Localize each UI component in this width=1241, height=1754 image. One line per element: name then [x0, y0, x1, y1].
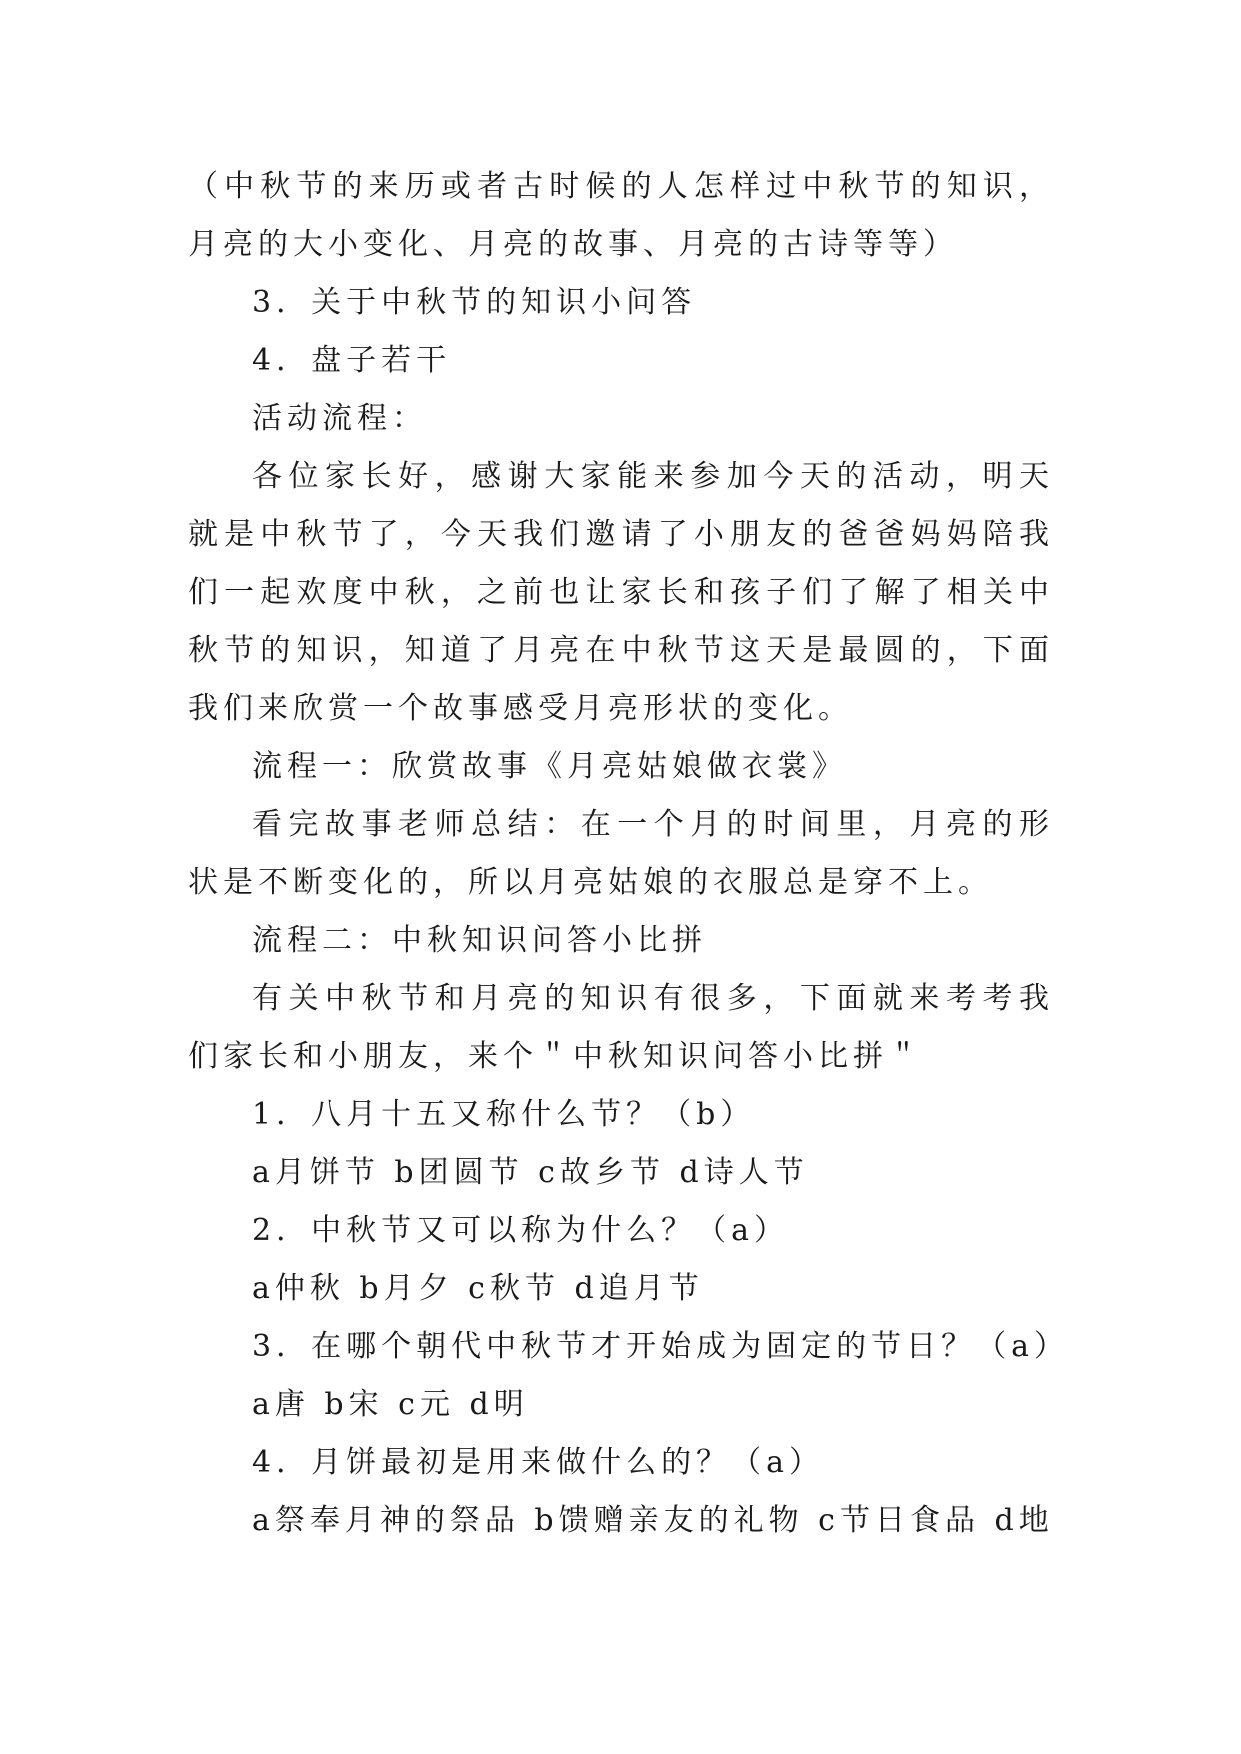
paragraph-heading-process: 活动流程：	[252, 401, 427, 436]
paragraph-quiz-intro: 有关中秋节和月亮的知识有很多，下面就来考考我们家长和小朋友，来个＂中秋知识问答小比拼＂	[188, 981, 1054, 1074]
paragraph-step-one: 流程一：欣赏故事《月亮姑娘做衣裳》	[252, 749, 847, 784]
paragraph-question-1: 1．八月十五又称什么节？（b）	[252, 1097, 756, 1132]
paragraph-material-3: 3．关于中秋节的知识小问答	[252, 285, 697, 320]
paragraph-question-4: 4．月饼最初是用来做什么的？（a）	[252, 1445, 824, 1480]
paragraph-question-2: 2．中秋节又可以称为什么？（a）	[252, 1213, 789, 1248]
paragraph-material-4: 4．盘子若干	[252, 343, 452, 378]
document-page	[188, 158, 1069, 1550]
paragraph-intro-note: （中秋节的来历或者古时候的人怎样过中秋节的知识，月亮的大小变化、月亮的故事、月亮的古诗等等）	[188, 169, 1054, 262]
paragraph-options-3: a唐 b宋 c元 d明	[252, 1387, 529, 1422]
paragraph-question-3: 3．在哪个朝代中秋节才开始成为固定的节日？（a）	[252, 1329, 1069, 1364]
paragraph-opening-speech: 各位家长好，感谢大家能来参加今天的活动，明天就是中秋节了，今天我们邀请了小朋友的爸爸妈妈陪我们一起欢度中秋，之前也让家长和孩子们了解了相关中秋节的知识，知道了月亮在中秋节这天是最圆的，下面我们来欣赏一个故事感受月亮形状的变化。	[188, 459, 1054, 726]
paragraph-options-1: a月饼节 b团圆节 c故乡节 d诗人节	[252, 1155, 809, 1190]
paragraph-options-2: a仲秋 b月夕 c秋节 d追月节	[252, 1271, 704, 1306]
paragraph-step-two: 流程二：中秋知识问答小比拼	[252, 923, 707, 958]
paragraph-options-4: a祭奉月神的祭品 b馈赠亲友的礼物 c节日食品 d地	[252, 1503, 1054, 1538]
paragraph-teacher-summary: 看完故事老师总结：在一个月的时间里，月亮的形状是不断变化的，所以月亮姑娘的衣服总是穿不上。	[188, 807, 1054, 900]
